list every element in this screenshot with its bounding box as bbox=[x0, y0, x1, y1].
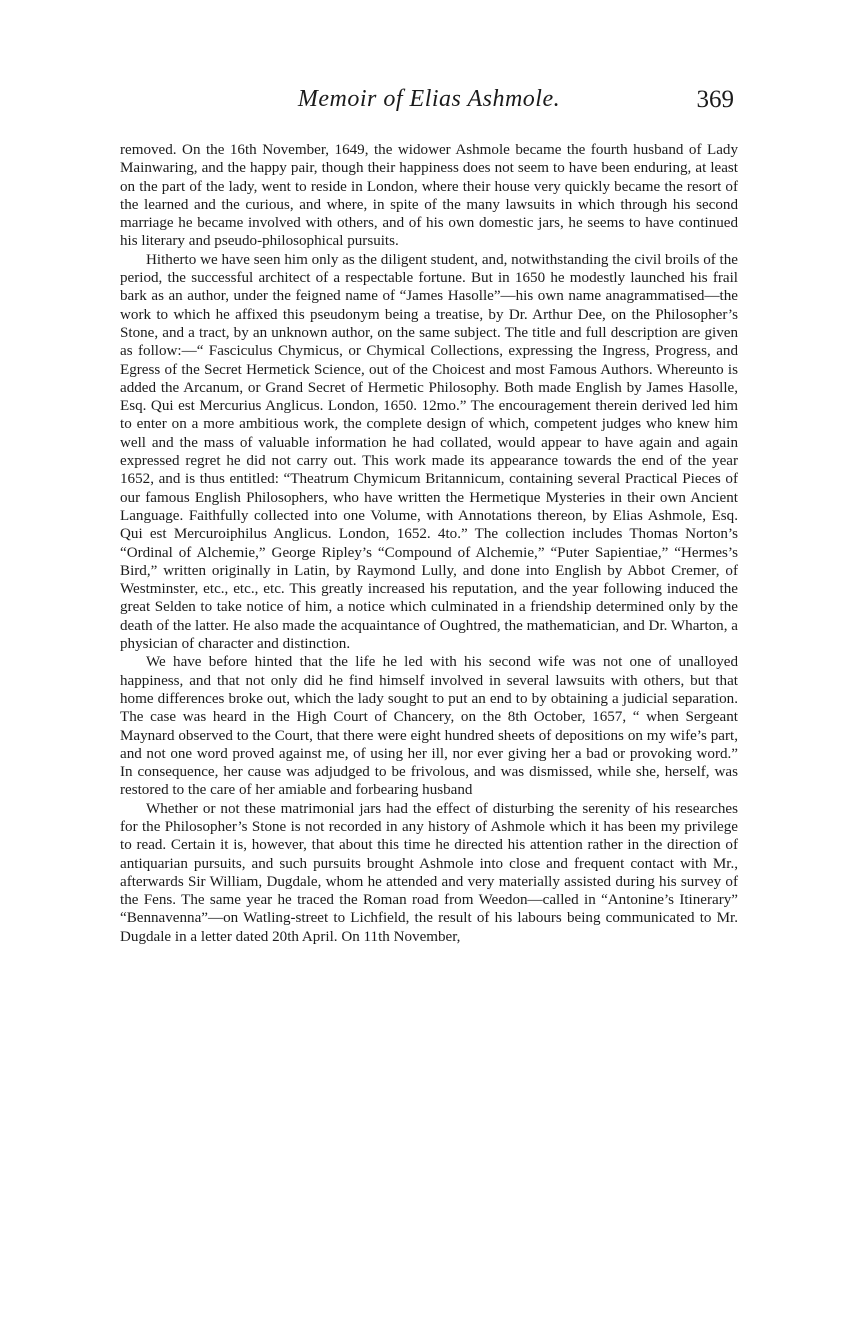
running-title: Memoir of Elias Ashmole. bbox=[297, 86, 561, 112]
paragraph-1: removed. On the 16th November, 1649, the widower Ashmole became the fourth husband of Lady Mainwaring, and the happy pair, though their happiness does not seem to have been enduring, at least on the part of the lady, went to reside in London, where their house very quickly became the resort of the learned and the curious, and where, in spite of the many lawsuits in which through his second marriage he became involved with others, and of his own domestic jars, he seems to have continued his literary and pseudo-philosophical pursuits. bbox=[120, 142, 738, 250]
page-header bbox=[120, 86, 738, 116]
paragraph-4: Whether or not these matrimonial jars had the effect of disturbing the serenity of his researches for the Philosopher’s Stone is not recorded in any history of Ashmole which it has been my privilege to read. Certain it is, however, that about this time he directed his attention rather in the direction of antiquarian pursuits, and such pursuits brought Ashmole into close and frequent contact with Mr., afterwards Sir William, Dugdale, whom he attended and very materially assisted during his survey of the Fens. The same year he traced the Roman road from Weedon—called in “Antonine’s Itinerary” “Bennavenna”—on Watling-street to Lichfield, the result of his labours being communicated to Mr. Dugdale in a letter dated 20th April. On 11th November, bbox=[120, 800, 738, 945]
paragraph-2: Hitherto we have seen him only as the diligent student, and, notwithstanding the civil broils of the period, the successful architect of a respectable fortune. But in 1650 he modestly launched his frail bark as an author, under the feigned name of “James Hasolle”—his own name anagrammatised—the work to which he affixed this pseudonym being a treatise, by Dr. Arthur Dee, on the Philosopher’s Stone, and a tract, by an unknown author, on the same subject. The title and full description are given as follow:—“ Fasciculus Chymicus, or Chymical Collections, expressing the Ingress, Progress, and Egress of the Secret Hermetick Science, out of the Choicest and most Famous Authors. Whereunto is added the Arcanum, or Grand Secret of Hermetic Philosophy. Both made English by James Hasolle, Esq. Qui est Mercurius Anglicus. London, 1650. 12mo.” The encouragement therein derived led him to enter on a more ambitious work, the complete design of which, competent judges who knew him well and the mass of valuable information he had collated, would appear to have again and again expressed regret he did not carry out. This work made its appearance towards the end of the year 1652, and is thus entitled: “Theatrum Chymicum Britannicum, containing several Practical Pieces of our famous English Philosophers, who have written the Hermetique Mysteries in their own Ancient Language. Faithfully collected into one Volume, with Annotations thereon, by Elias Ashmole, Esq. Qui est Mercuroiphilus Anglicus. London, 1652. 4to.” The collection includes Thomas Norton’s “Ordinal of Alchemie,” George Ripley’s “Compound of Alchemie,” “Puter Sapientiae,” “Hermes’s Bird,” written originally in Latin, by Raymond Lully, and done into English by Abbot Cremer, of Westminster, etc., etc., etc. This greatly increased his reputation, and the year following induced the great Selden to take notice of him, a notice which culminated in a friendship determined only by the death of the latter. He also made the acquaintance of Oughtred, the mathematician, and Dr. Wharton, a physician of character and distinction. bbox=[120, 251, 738, 653]
body-text bbox=[120, 141, 738, 946]
page-number: 369 bbox=[696, 86, 734, 113]
paragraph-3: We have before hinted that the life he led with his second wife was not one of unalloyed happiness, and that not only did he find himself involved in several lawsuits with others, but that home differences broke out, which the lady sought to put an end to by obtaining a judicial separation. The case was heard in the High Court of Chancery, on the 8th October, 1657, “ when Sergeant Maynard observed to the Court, that there were eight hundred sheets of depositions on my wife’s part, and not one word proved against me, of using her ill, nor ever giving her a bad or provoking word.” In consequence, her cause was adjudged to be frivolous, and was dismissed, while she, herself, was restored to the care of her amiable and forbearing husband bbox=[120, 654, 738, 799]
